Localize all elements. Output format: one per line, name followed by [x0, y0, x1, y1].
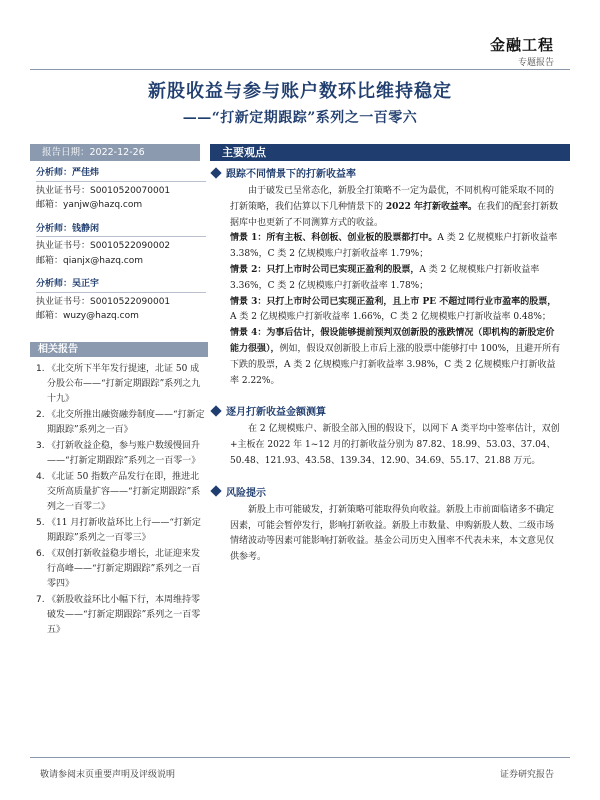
main-content — [212, 165, 562, 566]
section-heading — [212, 403, 562, 418]
intro-text: 由于破发已呈常态化，新股全打策略不一定为最优，不同机构可能采取不同的打新策略，我们估算以下几种情景下的 — [230, 186, 555, 212]
analyst-name: 分析师：钱静闲 — [36, 223, 100, 234]
analyst-cert: 执业证书号：S0010522090002 — [36, 241, 171, 251]
section-title: 风险提示 — [226, 487, 266, 499]
scenario-detail: A 类 2 亿规模账户打新收益率 1.66%，C 类 2 亿规模账户打新收益率 0.48%； — [230, 312, 551, 323]
diamond-bullet-icon — [210, 486, 221, 497]
related-report-number: 4. — [36, 472, 45, 482]
analyst-card — [36, 277, 206, 324]
section-body — [212, 184, 562, 389]
related-report-item[interactable] — [36, 439, 206, 469]
section-heading — [212, 484, 562, 499]
scenario-lead: 情景 4：为事后估计，假设能够提前预判双创新股的涨跌情况（即机构的新股定价能力很强）， — [230, 328, 555, 354]
related-report-item[interactable] — [36, 470, 206, 515]
footer-divider — [30, 757, 570, 758]
related-report-number: 5. — [36, 518, 45, 528]
analyst-email[interactable]: 邮箱：yanjw@hazq.com — [36, 200, 143, 210]
analyst-name: 分析师：严佳炜 — [36, 168, 100, 178]
section-heading — [212, 165, 562, 180]
analyst-divider — [36, 236, 206, 237]
analyst-card — [36, 166, 206, 213]
brand-title: 金融工程 — [489, 36, 554, 54]
related-report-title: 《11 月打新收益环比上行——“打新定期跟踪”系列之一百零三》 — [47, 518, 201, 543]
related-report-item[interactable] — [36, 362, 206, 407]
analyst-email[interactable]: 邮箱：qianjx@hazq.com — [36, 255, 143, 266]
scenario-3 — [230, 295, 562, 327]
analyst-list — [36, 166, 206, 333]
page-subtitle: ——“打新定期跟踪”系列之一百零六 — [182, 110, 418, 126]
related-report-title: 《北证 50 指数产品发行在即，推进北交所高质量扩容——“打新定期跟踪”系列之一百零二》 — [47, 472, 201, 512]
header-divider — [30, 69, 570, 70]
related-report-number: 6. — [36, 549, 45, 559]
diamond-bullet-icon — [210, 405, 221, 416]
report-type: 专题报告 — [517, 58, 554, 68]
related-report-number: 2. — [36, 410, 45, 420]
section-title: 逐月打新收益金额测算 — [226, 407, 326, 419]
scenario-lead: 情景 2：只打上市时公司已实现正盈利的股票， — [230, 264, 420, 275]
monthly-income-text: 在 2 亿规模账户、新股全部入围的假设下，以网下 A 类平均中签率估计，双创+主板在 2022 年 1~12 月的打新收益分别为 87.82、18.99、53.03、37.04、50.48、121.93、43.58、139.34、12.90、34.69、55.17、21.88 万元。 — [230, 424, 560, 466]
analyst-cert: 执业证书号：S0010520070001 — [36, 185, 171, 196]
diamond-bullet-icon — [210, 167, 221, 178]
related-report-title: 《北交所推出融资融券制度——“打新定期跟踪”系列之一百》 — [47, 410, 205, 435]
scenario-lead: 情景 1：所有主板、科创板、创业板的股票都打中。 — [230, 233, 438, 244]
analyst-cert: 执业证书号：S0010522090001 — [36, 296, 171, 307]
section-body — [212, 503, 562, 566]
scenario-1 — [230, 231, 562, 263]
scenario-detail: 例如，假设双创新股上市后上涨的股票中能够打中 100%，且避开所有下跌的股票，A 类 2 亿规模账户打新收益率 3.98%，C 类 2 亿规模账户打新收益率 2.22%。 — [230, 343, 561, 386]
footer-label: 证券研究报告 — [499, 770, 554, 780]
related-report-item[interactable] — [36, 516, 206, 546]
scenario-lead: 情景 3：只打上市时公司已实现正盈利，且上市 PE 不超过同行业市盈率的股票， — [230, 296, 557, 307]
related-reports-heading: 相关报告 — [30, 342, 208, 357]
related-report-number: 7. — [36, 595, 45, 605]
section-body — [212, 422, 562, 469]
page-title: 新股收益与参与账户数环比维持稳定 — [148, 81, 452, 102]
intro-emphasis: 2022 年打新收益率。 — [385, 201, 478, 212]
scenario-detail: A 类 2 亿规模账户打新收益率 3.38%，C 类 2 亿规模账户打新收益率 1.79%； — [230, 233, 558, 260]
related-report-title: 《双创打新收益稳步增长，北证迎来发行高峰——“打新定期跟踪”系列之一百零四》 — [47, 549, 201, 589]
key-points-heading: 主要观点 — [210, 144, 570, 161]
related-report-item[interactable] — [36, 593, 206, 638]
related-reports-list — [36, 362, 206, 639]
intro-text-2: 在我们的配套打新数据库中也更新了不同测算方式的收益。 — [230, 201, 559, 228]
scenario-detail: A 类 2 亿规模账户打新收益率 3.36%，C 类 2 亿规模账户打新收益率 1.78%； — [230, 264, 540, 291]
related-report-title: 《打新收益企稳，参与账户数缓慢回升——“打新定期跟踪”系列之一百零一》 — [47, 441, 201, 466]
related-report-item[interactable] — [36, 408, 206, 438]
analyst-name: 分析师：吴正宇 — [36, 279, 100, 289]
analyst-card — [36, 222, 206, 269]
related-report-number: 1. — [36, 364, 45, 374]
related-report-number: 3. — [36, 441, 45, 451]
section-title: 跟踪不同情景下的打新收益率 — [226, 169, 356, 180]
risk-text: 新股上市可能破发，打新策略可能取得负向收益。新股上市前面临诸多不确定因素，可能会暂停发行，影响打新收益。新股上市数量、申购新股人数、二级市场情绪波动等因素可能影响打新收益。基金公司历史入围率不代表未来，本文意见仅供参考。 — [230, 504, 555, 563]
related-report-title: 《新股收益环比小幅下行，本周维持零破发——“打新定期跟踪”系列之一百零五》 — [47, 595, 201, 635]
related-report-title: 《北交所下半年发行提速，北证 50 成分股公布——“打新定期跟踪”系列之九十九》 — [47, 364, 201, 404]
analyst-divider — [36, 181, 206, 182]
intro-paragraph — [230, 184, 562, 231]
scenario-4 — [230, 326, 562, 389]
analyst-email[interactable]: 邮箱：wuzy@hazq.com — [36, 311, 139, 321]
related-report-item[interactable] — [36, 547, 206, 592]
analyst-divider — [36, 292, 206, 293]
footer-disclaimer: 敬请参阅末页重要声明及评级说明 — [40, 770, 176, 780]
report-date: 报告日期：2022-12-26 — [30, 144, 200, 161]
scenario-2 — [230, 263, 562, 295]
